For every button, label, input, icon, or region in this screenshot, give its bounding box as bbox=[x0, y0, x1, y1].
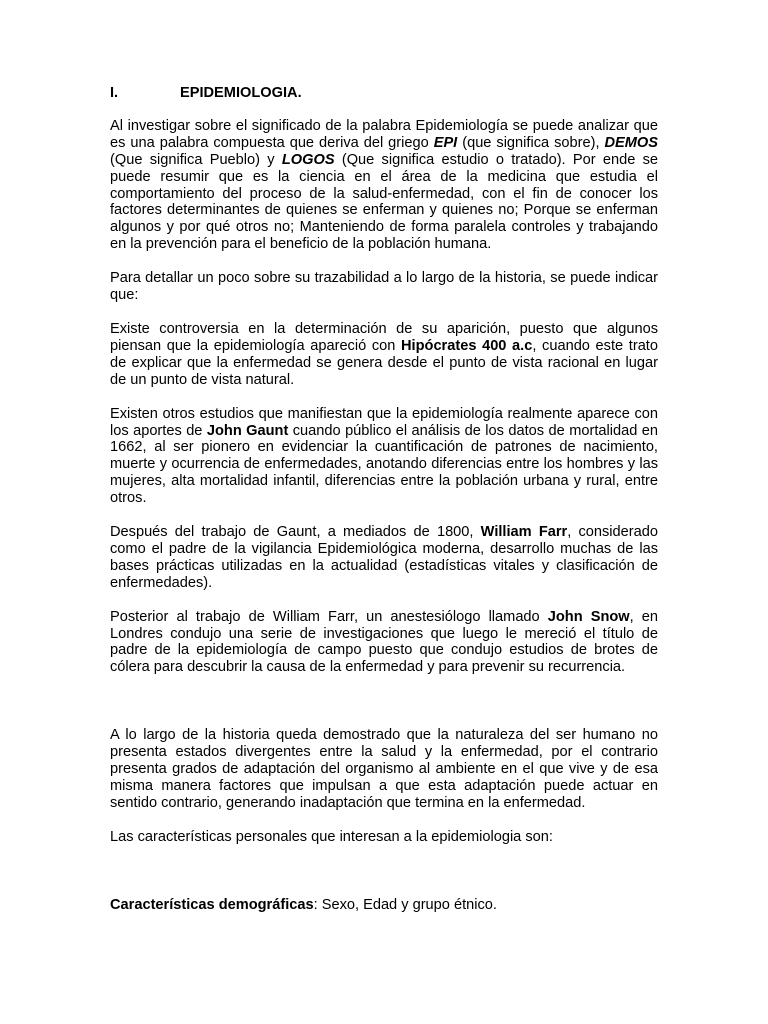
paragraph-history-intro: Para detallar un poco sobre su trazabilidad a lo largo de la historia, se puede indicar que: bbox=[110, 270, 658, 304]
paragraph-snow: Posterior al trabajo de William Farr, un anestesiólogo llamado John Snow, en Londres condujo una serie de investigaciones que luego le mereció el título de padre de la epidemiología de campo puesto que condujo estudios de brotes de cólera para descubrir la causa de la enfermedad y para prevenir su recurrencia. bbox=[110, 608, 658, 676]
name-john-snow: John Snow bbox=[547, 608, 630, 625]
paragraph-demographics: Características demográficas: Sexo, Edad y grupo étnico. bbox=[110, 896, 497, 913]
spacer bbox=[110, 863, 658, 897]
paragraph-gaunt: Existen otros estudios que manifiestan que la epidemiología realmente aparece con los aportes de John Gaunt cuando público el análisis de los datos de mortalidad en 1662, al ser pionero en evidenciar la cuantificación de patrones de nacimiento, muerte y ocurrencia de enfermedades, anotando diferencias entre los hombres y las mujeres, alta mortalidad infantil, diferencias entre la población urbana y rural, entre otros. bbox=[110, 405, 658, 507]
term-logos: LOGOS bbox=[281, 151, 335, 168]
name-william-farr: William Farr bbox=[480, 524, 568, 541]
label-demographics: Características demográficas bbox=[110, 896, 314, 913]
term-epi: EPI bbox=[433, 134, 458, 151]
name-john-gaunt: John Gaunt bbox=[206, 422, 289, 439]
name-hippocrates: Hipócrates 400 a.c bbox=[401, 337, 533, 354]
paragraph-farr: Después del trabajo de Gaunt, a mediados de 1800, William Farr, considerado como el padre de la vigilancia Epidemiológica moderna, desarrollo muchas de las bases prácticas utilizadas en la actualidad (estadísticas vitales y clasificación de enfermedades). bbox=[110, 524, 658, 591]
paragraph-hippocrates: Existe controversia en la determinación de su aparición, puesto que algunos piensan que la epidemiología apareció con Hipócrates 400 a.c, cuando este trato de explicar que la enfermedad se genera desde el punto de vista racional en lugar de un punto de vista natural. bbox=[110, 320, 658, 388]
paragraph-etymology: Al investigar sobre el significado de la palabra Epidemiología se puede analizar que es una palabra compuesta que deriva del griego EPI (que significa sobre), DEMOS (Que significa Pueblo) y LOGOS (Que significa estudio o tratado). Por ende se puede resumir que es la ciencia en el área de la medicina que estudia el comportamiento del proceso de la salud-enfermedad, con el fin de conocer los factores determinantes de quienes se enferman y quienes no; Porque se enferman algunos y por qué otros no; Manteniendo de forma paralela controles y trabajando en la prevención para el beneficio de la población humana. bbox=[110, 117, 658, 253]
section-title: EPIDEMIOLOGIA. bbox=[180, 85, 302, 101]
section-heading bbox=[110, 85, 658, 102]
term-demos: DEMOS bbox=[604, 134, 658, 151]
spacer bbox=[110, 693, 658, 727]
paragraph-characteristics-intro: Las características personales que interesan a la epidemiologia son: bbox=[110, 828, 553, 845]
paragraph-human-nature: A lo largo de la historia queda demostrado que la naturaleza del ser humano no presenta estados divergentes entre la salud y la enfermedad, por el contrario presenta grados de adaptación del organismo al ambiente en el que vive y de esa misma manera factores que impulsan a que esta adaptación puede actuar en sentido contrario, generando inadaptación que termina en la enfermedad. bbox=[110, 727, 658, 811]
section-number: I. bbox=[110, 85, 119, 101]
